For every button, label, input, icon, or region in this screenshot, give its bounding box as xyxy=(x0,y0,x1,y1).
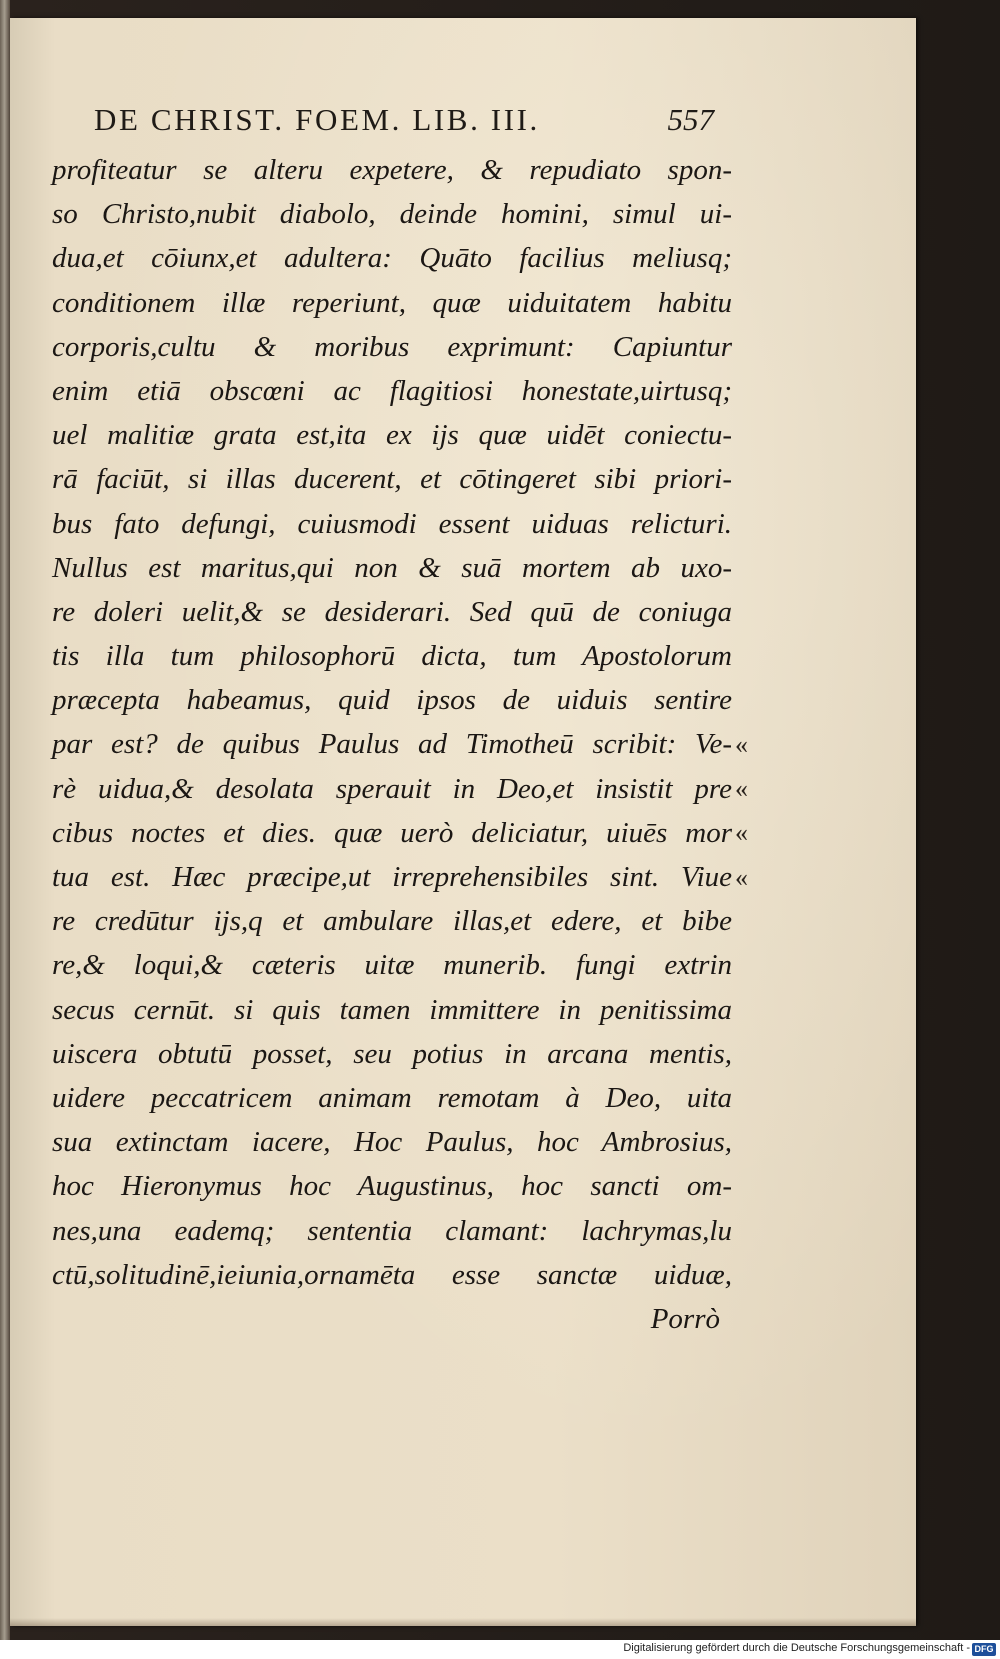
text-line: re credūtur ijs,q et ambulare illas,et edere, et bibe xyxy=(52,905,732,938)
quote-mark: « xyxy=(735,818,748,848)
text-line: uel malitiæ grata est,ita ex ijs quæ uidēt coniectu- xyxy=(52,419,732,452)
catchword: Porrò xyxy=(650,1302,720,1335)
text-line: profiteatur se alteru expetere, & repudiato spon- xyxy=(52,154,732,186)
text-line: bus fato defungi, cuiusmodi essent uiduas relicturi. xyxy=(52,507,732,540)
text-line: tua est. Hæc præcipe,ut irreprehensibiles sint. Viue xyxy=(52,861,732,893)
funding-notice: Digitalisierung gefördert durch die Deutsche Forschungsgemeinschaft - xyxy=(623,1642,970,1654)
footer-bar xyxy=(0,1640,1000,1659)
quotation-margin-marks xyxy=(735,723,775,900)
text-line: enim etiā obscœni ac flagitiosi honestate,uirtusq; xyxy=(52,374,732,407)
text-line: re doleri uelit,& se desiderari. Sed quū de coniuga xyxy=(52,595,732,628)
quote-mark: « xyxy=(735,774,748,804)
text-line: uiscera obtutū posset, seu potius in arcana mentis, xyxy=(52,1037,732,1070)
running-head-title: DE CHRIST. FOEM. LIB. III. xyxy=(94,102,540,137)
quote-mark: « xyxy=(735,730,748,759)
text-line: corporis,cultu & moribus exprimunt: Capiuntur xyxy=(52,330,732,363)
text-line: par est? de quibus Paulus ad Timotheū scribit: Ve- xyxy=(52,728,732,761)
text-line: re,& loqui,& cæteris uitæ munerib. fungi extrin xyxy=(52,949,732,982)
text-line: conditionem illæ reperiunt, quæ uiduitatem habitu xyxy=(52,286,732,319)
text-line: uidere peccatricem animam remotam à Deo, uita xyxy=(52,1081,732,1114)
page-body-text xyxy=(52,148,732,1341)
page-number: 557 xyxy=(667,102,714,137)
text-line: so Christo,nubit diabolo, deinde homini, simul ui- xyxy=(52,198,732,231)
text-line: rè uidua,& desolata sperauit in Deo,et insistit pre xyxy=(52,772,732,805)
quote-mark: « xyxy=(735,862,748,892)
text-line: hoc Hieronymus hoc Augustinus, hoc sancti om- xyxy=(52,1170,732,1203)
page-shadow xyxy=(10,1618,916,1626)
text-line: præcepta habeamus, quid ipsos de uiduis sentire xyxy=(52,684,732,717)
book-edge xyxy=(0,0,10,1640)
text-line: dua,et cōiunx,et adultera: Quāto facilius meliusq; xyxy=(52,242,732,275)
text-line: ctū,solitudinē,ieiunia,ornamēta esse sanctæ uiduæ, xyxy=(52,1258,732,1291)
text-line: sua extinctam iacere, Hoc Paulus, hoc Ambrosius, xyxy=(52,1126,732,1159)
text-line: secus cernūt. si quis tamen immittere in penitissima xyxy=(52,993,732,1026)
text-line: nes,una eademq; sententia clamant: lachrymas,lu xyxy=(52,1214,732,1247)
dfg-logo: DFG xyxy=(972,1643,996,1656)
running-header xyxy=(94,102,714,146)
text-line: Nullus est maritus,qui non & suā mortem ab uxo- xyxy=(52,551,732,584)
text-line: cibus noctes et dies. quæ uerò deliciatur, uiuēs mor xyxy=(52,816,732,849)
text-line: rā faciūt, si illas ducerent, et cōtingeret sibi priori- xyxy=(52,463,732,496)
text-line: tis illa tum philosophorū dicta, tum Apostolorum xyxy=(52,640,732,673)
